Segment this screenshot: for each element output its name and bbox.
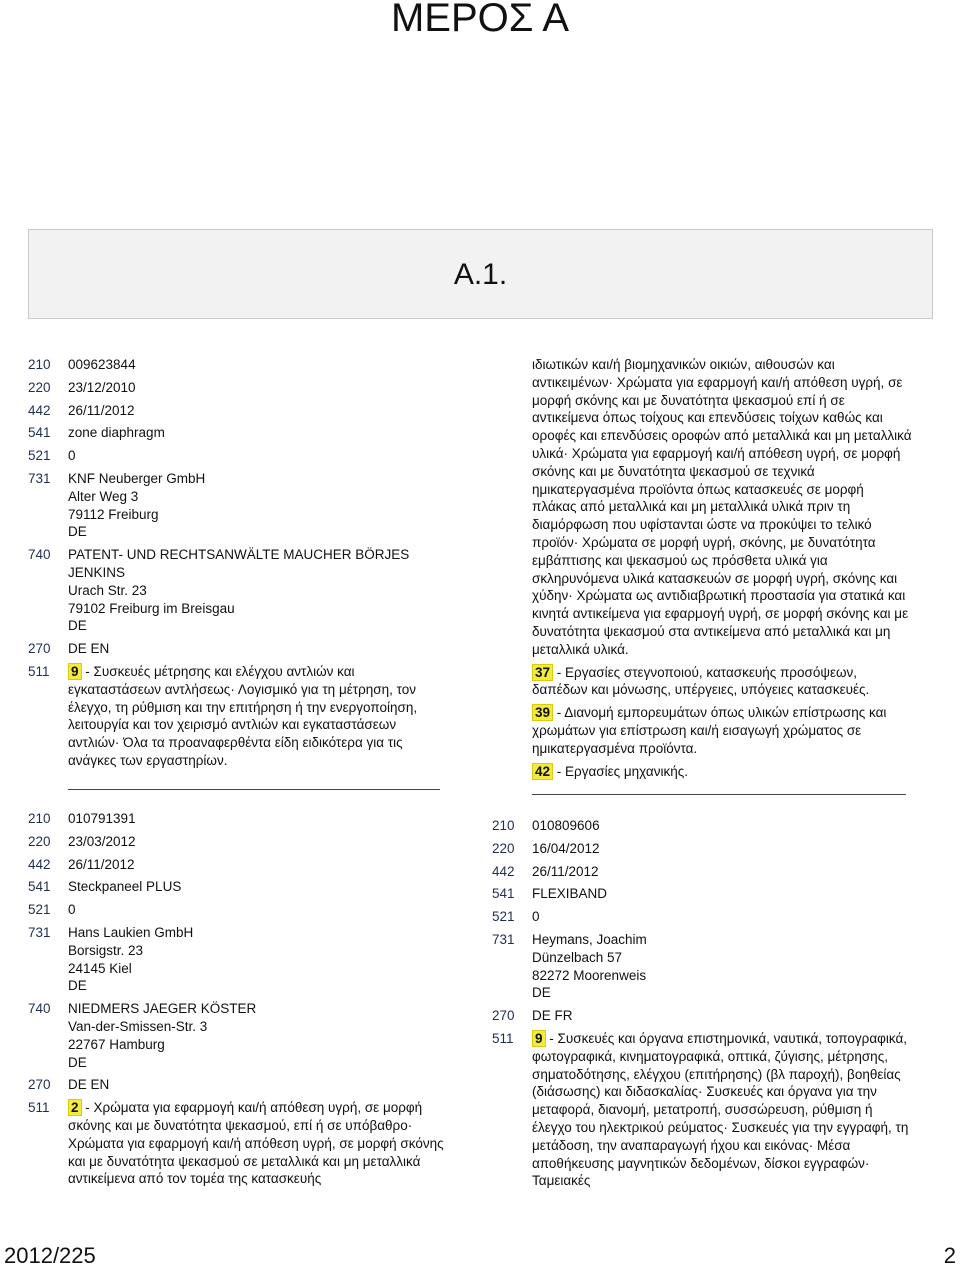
field-442: 442 26/11/2012 [28, 402, 448, 420]
continuation-text [532, 356, 912, 785]
trademark-entry [28, 810, 448, 1193]
field-541: 541 zone diaphragm [28, 424, 448, 442]
goods-services: 9 - Συσκευές και όργανα επιστημονικά, ναυτικά, τοπογραφικά, φωτογραφικά, κινηματογραφικά, οπτικά, ζύγισης, μέτρησης, σηματοδότησης, ελέγχου (επιτήρησης) (βλ παροχή), βοηθείας (διάσωσης) και διδασκαλίας· Συσκευές και όργανα για την μεταφορά, διανομή, μετατροπή, συσσώρευση, ρύθμιση ή έλεγχο του ηλεκτρικού ρεύματος· Συσκευές για την εγγραφή, τη μετάδοση, την αναπαραγωγή ήχου και εικόνας· Μέσα αποθήκευσης μαγνητικών δεδομένων, δίσκοι εγγραφών· Ταμειακές [532, 1030, 909, 1189]
field-521: 521 0 [28, 447, 448, 465]
field-731: 731 KNF Neuberger GmbH Alter Weg 3 79112 Freiburg DE [28, 470, 448, 541]
filing-date: 23/03/2012 [68, 833, 136, 849]
field-731: 731 Heymans, Joachim Dünzelbach 57 82272 Moorenweis DE [492, 931, 912, 1002]
goods-services: 2 - Χρώματα για εφαρμογή και/ή απόθεση υγρή, σε μορφή σκόνης και με δυνατότητα ψεκασμού, επί ή σε υπόβαθρο· Χρώματα για εφαρμογή και/ή απόθεση υγρή, σε μορφή σκόνης και με δυνατότητα ψεκασμού σε μεταλλικά και μη μεταλλικά αντικείμενα από τον τομέα της κατασκευής [68, 1100, 444, 1187]
representative: PATENT- UND RECHTSANWÄLTE MAUCHER BÖRJES JENKINS Urach Str. 23 79102 Freiburg im Breisgau DE [68, 547, 410, 634]
languages: DE FR [532, 1008, 573, 1024]
application-number: 009623844 [68, 357, 136, 372]
field-511: 511 9 - Συσκευές μέτρησης και ελέγχου αντλιών και εγκαταστάσεων αντλήσεως· Λογισμικό για τη μέτρηση, τον έλεγχο, τη ρύθμιση και την επιτήρηση ή την ενεργοποίηση, λειτουργία και τον χειρισμό αντλιών και εγκαταστάσεων αντλιών· Όλα τα προαναφερθέντα είδη ειδικότερα για τις ανάγκες των εργαστηρίων. [28, 663, 448, 770]
field-521-value: 0 [532, 909, 540, 925]
publication-date: 26/11/2012 [68, 856, 135, 872]
field-541: 541 FLEXIBAND [492, 885, 912, 903]
languages: DE EN [68, 1077, 110, 1093]
part-title: ΜΕΡΟΣ Α [390, 0, 570, 40]
field-541: 541 Steckpaneel PLUS [28, 878, 448, 896]
field-442: 442 26/11/2012 [492, 863, 912, 881]
field-210: 210 010809606 [492, 817, 912, 835]
section-header [28, 229, 933, 319]
languages: DE EN [68, 641, 110, 657]
filing-date: 23/12/2010 [68, 379, 136, 395]
applicant: KNF Neuberger GmbH Alter Weg 3 79112 Freiburg DE [68, 470, 206, 540]
class-badge: 9 [68, 663, 82, 680]
class-badge: 37 [532, 664, 553, 681]
field-521-value: 0 [68, 448, 76, 464]
field-220: 220 23/12/2010 [28, 379, 448, 397]
trademark-entry [492, 817, 912, 1195]
field-740: 740 PATENT- UND RECHTSANWÄLTE MAUCHER BÖRJES JENKINS Urach Str. 23 79102 Freiburg im Breisgau DE [28, 546, 448, 635]
field-210: 210 010791391 [28, 810, 448, 828]
class-paragraph: 39 - Διανομή εμπορευμάτων όπως υλικών επίστρωσης και χρωμάτων για επίστρωση και/ή εισαγωγή χρώματος σε ημικατεργασμένα προϊόντα. [532, 705, 887, 756]
class-badge: 2 [68, 1099, 82, 1116]
mark-name: zone diaphragm [68, 425, 165, 441]
publication-date: 26/11/2012 [532, 863, 599, 879]
page-number: 2 [943, 1243, 956, 1268]
bulletin-number: 2012/225 [4, 1243, 96, 1268]
class-badge: 42 [532, 763, 553, 780]
application-number: 010809606 [532, 818, 600, 833]
class-paragraph: 37 - Εργασίες στεγνοποιού, κατασκευής προσόψεων, δαπέδων και μόνωσης, υπέργειες, υπόγειες κατασκευές. [532, 664, 870, 698]
trademark-entry [28, 356, 448, 775]
application-number: 010791391 [68, 811, 136, 826]
field-442: 442 26/11/2012 [28, 856, 448, 874]
section-title: A.1. [453, 258, 508, 291]
field-220: 220 23/03/2012 [28, 833, 448, 851]
field-270: 270 DE EN [28, 640, 448, 658]
representative: NIEDMERS JAEGER KÖSTER Van-der-Smissen-Str. 3 22767 Hamburg DE [68, 1001, 257, 1070]
field-270: 270 DE EN [28, 1076, 448, 1094]
field-731: 731 Hans Laukien GmbH Borsigstr. 23 24145 Kiel DE [28, 924, 448, 995]
field-210: 210 009623844 [28, 356, 448, 374]
field-521: 521 0 [492, 908, 912, 926]
class-badge: 9 [532, 1030, 546, 1047]
field-740: 740 NIEDMERS JAEGER KÖSTER Van-der-Smissen-Str. 3 22767 Hamburg DE [28, 1000, 448, 1071]
field-521: 521 0 [28, 901, 448, 919]
continuation-paragraph: ιδιωτικών και/ή βιομηχανικών οικιών, αιθουσών και αντικειμένων· Χρώματα για εφαρμογή και/ή απόθεση υγρή, σε μορφή σκόνης και με δυνατότητα ψεκασμού επί ή σε αντικείμενα όπως τοίχους και επενδύσεις τοίχων καθώς και οροφές και επενδύσεις οροφών από μεταλλικά και μη μεταλλικά υλικά· Χρώματα για εφαρμογή και/ή απόθεση υγρή, σε μορφή σκόνης και με δυνατότητα ψεκασμού σε τεχνικά ημικατεργασμένα προϊόντα όπως κατασκευές σε μορφή πλάκας από μεταλλικά και μη μεταλλικά υλικά πριν τη διαμόρφωση που υφίστανται ώστε να προκύψει το τελικό προϊόν· Χρώματα σε μορφή υγρή, σκόνης, με δυνατότητα εμβάπτισης και ψεκασμού ως πρόσθετα υλικά για σκληρυνόμενα υλικά κατασκευών σε μορφή υγρή, σκόνης και χύδην· Χρώματα ως αντιδιαβρωτική προστασία για στατικά και κινητά αντικείμενα για εφαρμογή υγρή, σε μορφή σκόνης και με δυνατότητα ψεκασμού στα αντικείμενα από μεταλλικά και μη μεταλλικά υλικά. [532, 357, 912, 657]
applicant: Hans Laukien GmbH Borsigstr. 23 24145 Kiel DE [68, 924, 194, 994]
field-511: 511 9 - Συσκευές και όργανα επιστημονικά, ναυτικά, τοπογραφικά, φωτογραφικά, κινηματογραφικά, οπτικά, ζύγισης, μέτρησης, σηματοδότησης, ελέγχου (επιτήρησης) (βλ παροχή), βοηθείας (διάσωσης) και διδασκαλίας· Συσκευές και όργανα για την μεταφορά, διανομή, μετατροπή, συσσώρευση, ρύθμιση ή έλεγχο του ηλεκτρικού ρεύματος· Συσκευές για την εγγραφή, τη μετάδοση, την αναπαραγωγή ήχου και εικόνας· Μέσα αποθήκευσης μαγνητικών δεδομένων, δίσκοι εγγραφών· Ταμειακές [492, 1030, 912, 1190]
filing-date: 16/04/2012 [532, 840, 600, 856]
divider [532, 794, 906, 795]
field-270: 270 DE FR [492, 1007, 912, 1025]
field-521-value: 0 [68, 902, 76, 918]
applicant: Heymans, Joachim Dünzelbach 57 82272 Moorenweis DE [532, 931, 647, 1001]
mark-name: FLEXIBAND [532, 886, 608, 902]
field-511: 511 2 - Χρώματα για εφαρμογή και/ή απόθεση υγρή, σε μορφή σκόνης και με δυνατότητα ψεκασμού, επί ή σε υπόβαθρο· Χρώματα για εφαρμογή και/ή απόθεση υγρή, σε μορφή σκόνης και με δυνατότητα ψεκασμού σε μεταλλικά και μη μεταλλικά αντικείμενα από τον τομέα της κατασκευής [28, 1099, 448, 1188]
mark-name: Steckpaneel PLUS [68, 879, 182, 895]
divider [68, 789, 440, 790]
class-badge: 39 [532, 704, 553, 721]
class-paragraph: 42 - Εργασίες μηχανικής. [532, 763, 912, 781]
publication-date: 26/11/2012 [68, 402, 135, 418]
field-220: 220 16/04/2012 [492, 840, 912, 858]
goods-services: 9 - Συσκευές μέτρησης και ελέγχου αντλιών και εγκαταστάσεων αντλήσεως· Λογισμικό για τη μέτρηση, τον έλεγχο, τη ρύθμιση και την επιτήρηση ή την ενεργοποίηση, λειτουργία και τον χειρισμό αντλιών και εγκαταστάσεων αντλιών· Όλα τα προαναφερθέντα είδη ειδικότερα για τις ανάγκες των εργαστηρίων. [68, 663, 418, 768]
